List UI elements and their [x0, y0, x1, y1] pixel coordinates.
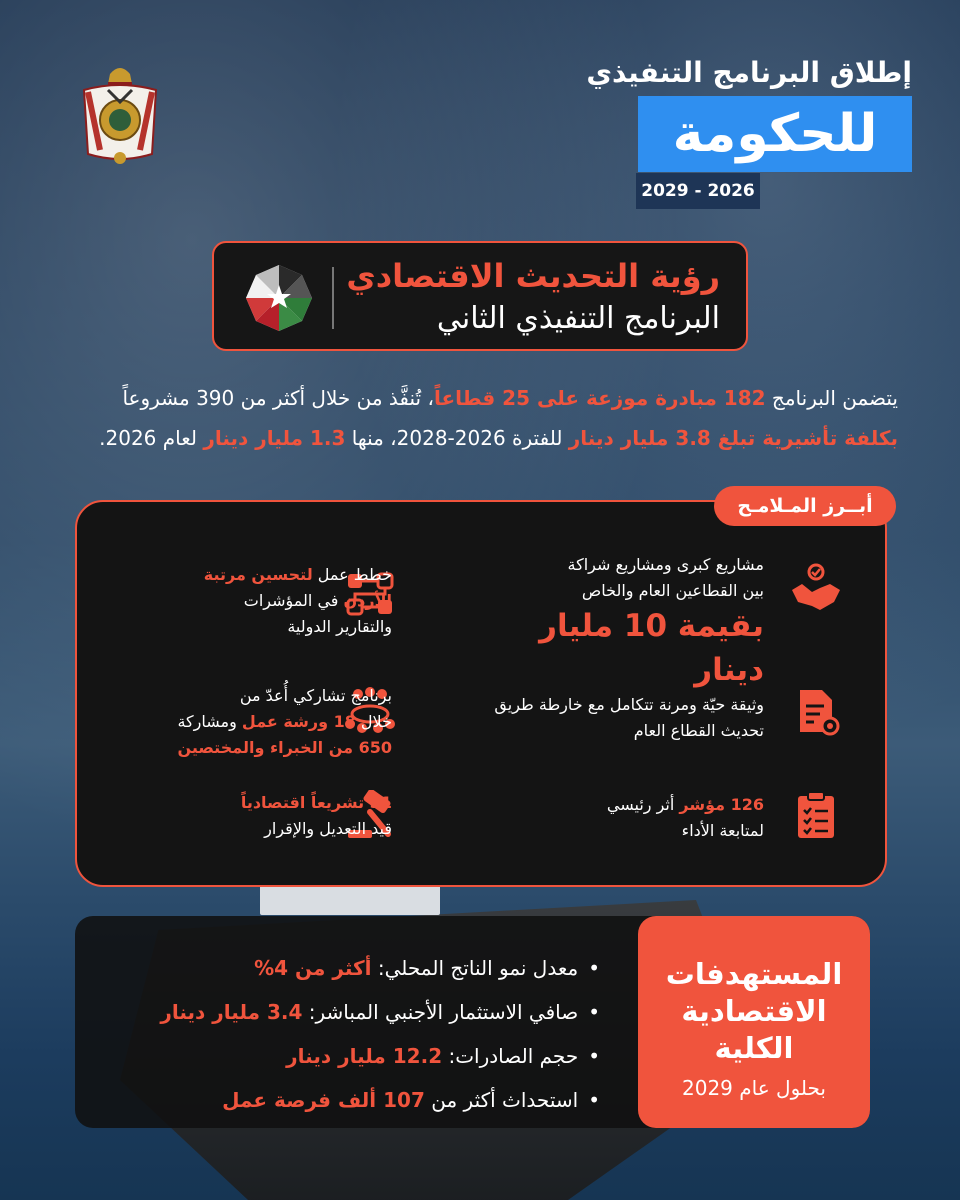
target-item: •حجم الصادرات: 12.2 مليار دينار [286, 1044, 600, 1068]
feature-living-document-line2: تحديث القطاع العام [633, 721, 764, 740]
header-years: 2029 - 2026 [636, 173, 760, 209]
modernization-logo-icon [244, 263, 314, 333]
feature-partnerships-value: بقيمة 10 مليار دينار [539, 608, 764, 688]
document-gear-icon [790, 686, 842, 738]
vision-separator [332, 267, 334, 329]
targets-list [120, 946, 600, 1122]
intro-text-4: لعام 2026. [99, 426, 204, 450]
vision-subtitle: البرنامج التنفيذي الثاني [436, 301, 720, 336]
vision-box [212, 241, 748, 351]
intro-text-2: ، تُنفَّذ من خلال أكثر من 390 مشروعاً [122, 386, 434, 410]
feature-living-document [444, 692, 764, 744]
header-subtitle: إطلاق البرنامج التنفيذي [586, 56, 912, 89]
targets-title-box [638, 916, 870, 1128]
checklist-icon [790, 790, 842, 842]
feature-legislation [132, 790, 392, 842]
intro-text-1: يتضمن البرنامج [765, 386, 898, 410]
feature-action-plans-pre: خطط عمل [312, 565, 392, 584]
royal-crest-icon [80, 62, 160, 170]
handshake-icon [790, 562, 842, 614]
feature-participatory [132, 683, 392, 761]
feature-indicators-line2: لمتابعة الأداء [681, 821, 764, 840]
feature-action-plans-line3: والتقارير الدولية [287, 617, 392, 636]
target-item: •استحداث أكثر من 107 ألف فرصة عمل [222, 1088, 600, 1112]
feature-partnerships-line2: بين القطاعين العام والخاص [581, 581, 764, 600]
feature-participatory-hl2: 650 من الخبراء والمختصين [177, 738, 392, 757]
feature-indicators [444, 792, 764, 844]
feature-living-document-line1: وثيقة حيّة ومرنة تتكامل مع خارطة طريق [494, 695, 764, 714]
intro-highlight-1: 182 مبادرة موزعة على 25 قطاعاً [433, 386, 766, 410]
feature-participatory-pre: خلال [355, 712, 392, 731]
target-item: •معدل نمو الناتج المحلي: أكثر من 4% [254, 956, 600, 980]
feature-action-plans [132, 562, 392, 640]
intro-text-3: للفترة 2026-2028، منها [345, 426, 569, 450]
targets-title: المستهدفات الاقتصادية الكلية [665, 957, 843, 1065]
feature-participatory-line1: برنامج تشاركي أُعدّ من [239, 686, 392, 705]
feature-action-plans-rest: في المؤشرات [243, 591, 344, 610]
feature-action-plans-hl1: لتحسين مرتبة [203, 565, 313, 584]
feature-participatory-mid: ومشاركة [177, 712, 242, 731]
header-title: للحكومة [638, 96, 912, 172]
feature-partnerships [474, 552, 764, 692]
feature-partnerships-line1: مشاريع كبرى ومشاريع شراكة [567, 555, 764, 574]
targets-year: بحلول عام 2029 [682, 1076, 826, 1100]
target-item: •صافي الاستثمار الأجنبي المباشر: 3.4 مليار دينار [160, 1000, 600, 1024]
ship-bridge [260, 885, 440, 915]
feature-participatory-hl1: 18 ورشة عمل [241, 712, 356, 731]
feature-legislation-hl: 31 تشريعاً اقتصادياً [240, 793, 392, 812]
feature-indicators-rest: أثر رئيسي [606, 795, 680, 814]
features-tag: أبــرز المـلامـح [714, 486, 896, 526]
feature-indicators-hl: 126 مؤشر [679, 795, 764, 814]
intro-paragraph [48, 378, 898, 458]
intro-highlight-2: بكلفة تأشيرية تبلغ 3.8 مليار دينار [568, 426, 898, 450]
feature-action-plans-hl2: الأردن [343, 591, 392, 610]
vision-title: رؤية التحديث الاقتصادي [346, 257, 720, 295]
intro-highlight-3: 1.3 مليار دينار [203, 426, 346, 450]
feature-legislation-line2: قيد التعديل والإقرار [264, 819, 392, 838]
